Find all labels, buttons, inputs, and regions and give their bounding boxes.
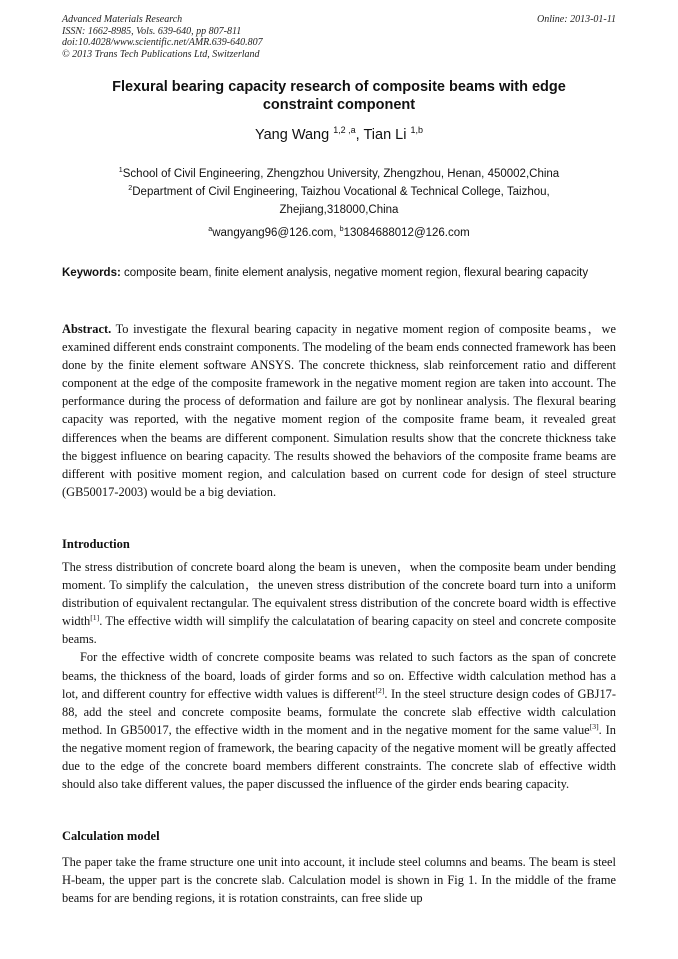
title-line-2: constraint component bbox=[262, 97, 416, 113]
abstract-label: Abstract. bbox=[62, 322, 112, 336]
abstract bbox=[62, 320, 616, 501]
author-separator: , bbox=[355, 127, 364, 143]
email-a-marker: a bbox=[208, 225, 213, 234]
abstract-text: To investigate the flexural bearing capacity in negative moment region of composite beams，we examined different ends constraint components. The modeling of the beam ends connected framework has been done by the finite element software ANSYS. The concrete thickness, slab reinforcement ratio and different component at the edge of the composite framework in the negative moment region are taken into account. The performance during the process of deformation and failure are got by nonlinear analysis. The flexural bearing capacity was reported, with the negative moment region of the composite frame beam, it revealed great differences when the beams are different component. Simulation results show that the concrete thickness take the biggest influence on bearing capacity. The results showed the behaviors of the composite frame beams are different with positive moment region, and calculation based on current code for design of steel structure (GB50017-2003) would be a big deviation. bbox=[62, 322, 616, 499]
author-2: Tian Li bbox=[363, 127, 411, 143]
citation-1: [1] bbox=[90, 613, 100, 623]
calculation-model-heading: Calculation model bbox=[62, 829, 160, 843]
author-emails bbox=[62, 227, 616, 239]
doi-line: doi:10.4028/www.scientific.net/AMR.639-640.807 bbox=[62, 37, 263, 48]
introduction-body bbox=[62, 558, 616, 793]
intro-p2-text-a: For the effective width of concrete composite beams was related to such factors as the span of concrete beams, the thickness of the board, loads of girder forms and so on. Effective width calculation method has a lot, and different country for effective width values is different bbox=[62, 650, 616, 701]
email-b-marker: b bbox=[339, 225, 344, 234]
email-b: 13084688012@126.com bbox=[343, 227, 470, 239]
affiliation-2 bbox=[62, 183, 616, 201]
intro-p2-text-c: . In the negative moment region of framework, the bearing capacity of the negative moment will be greatly affected due to the edge of the concrete board members different constraints. The concrete slab of effective width should also take different values, the paper discussed the influence of the girder ends bearing capacity. bbox=[62, 722, 616, 792]
journal-header bbox=[62, 14, 263, 60]
author-1-affil: 1,2 ,a bbox=[333, 125, 356, 136]
keywords-label: Keywords: bbox=[62, 267, 121, 279]
affiliation-1-text: School of Civil Engineering, Zhengzhou University, Zhengzhou, Henan, 450002,China bbox=[122, 168, 560, 180]
issn-line: ISSN: 1662-8985, Vols. 639-640, pp 807-811 bbox=[62, 25, 242, 37]
affiliation-2-marker: 2 bbox=[128, 184, 133, 193]
intro-p1-text-a: The stress distribution of concrete board along the beam is uneven，when the composite beam under bending moment. To simplify the calculation，the uneven stress distribution of the concrete board turn into a uniform distribution of equivalent rectangular. The equivalent stress distribution of the concrete board width is effective width bbox=[62, 560, 616, 629]
author-1: Yang Wang bbox=[255, 127, 334, 143]
affiliation-1-marker: 1 bbox=[118, 166, 123, 175]
author-list bbox=[62, 127, 616, 143]
copyright-line: © 2013 Trans Tech Publications Ltd, Switzerland bbox=[62, 48, 260, 60]
introduction-heading: Introduction bbox=[62, 537, 130, 551]
email-a: wangyang96@126.com, bbox=[212, 227, 340, 239]
online-date: Online: 2013-01-11 bbox=[537, 14, 616, 25]
title-line-1: Flexural bearing capacity research of composite beams with edge bbox=[112, 79, 566, 95]
keywords-text: composite beam, finite element analysis, negative moment region, flexural bearing capacity bbox=[120, 267, 589, 279]
keywords bbox=[62, 264, 616, 282]
affiliations bbox=[62, 165, 616, 219]
calculation-model-body: The paper take the frame structure one unit into account, it include steel columns and beams. The beam is steel H-beam, the upper part is the concrete slab. Calculation model is shown in Fig 1. In the middle of the frame beams for are bending regions, it is rotation constraints, can free slide up bbox=[62, 855, 616, 906]
intro-p2-text-b: . In the steel structure design codes of GBJ17-88, add the steel and concrete composite beams, formulate the concrete slab effective width calculation method. In GB50017, the effective width in the moment and in the negative moment for the same value bbox=[62, 686, 617, 737]
affiliation-1 bbox=[62, 165, 616, 183]
intro-paragraph-1 bbox=[62, 558, 616, 648]
affiliation-2-text: Department of Civil Engineering, Taizhou Vocational & Technical College, Taizhou, bbox=[132, 186, 550, 198]
affiliation-2-cont: Zhejiang,318000,China bbox=[279, 204, 399, 216]
author-2-affil: 1,b bbox=[410, 125, 423, 136]
citation-3: [3] bbox=[589, 721, 599, 731]
intro-paragraph-2 bbox=[62, 648, 616, 793]
paper-title bbox=[62, 78, 616, 114]
journal-name: Advanced Materials Research bbox=[62, 14, 183, 25]
intro-p1-text-b: . The effective width will simplify the calculatation of bearing capacity on steel and concrete composite beams. bbox=[62, 614, 616, 647]
citation-2: [2] bbox=[375, 685, 385, 695]
